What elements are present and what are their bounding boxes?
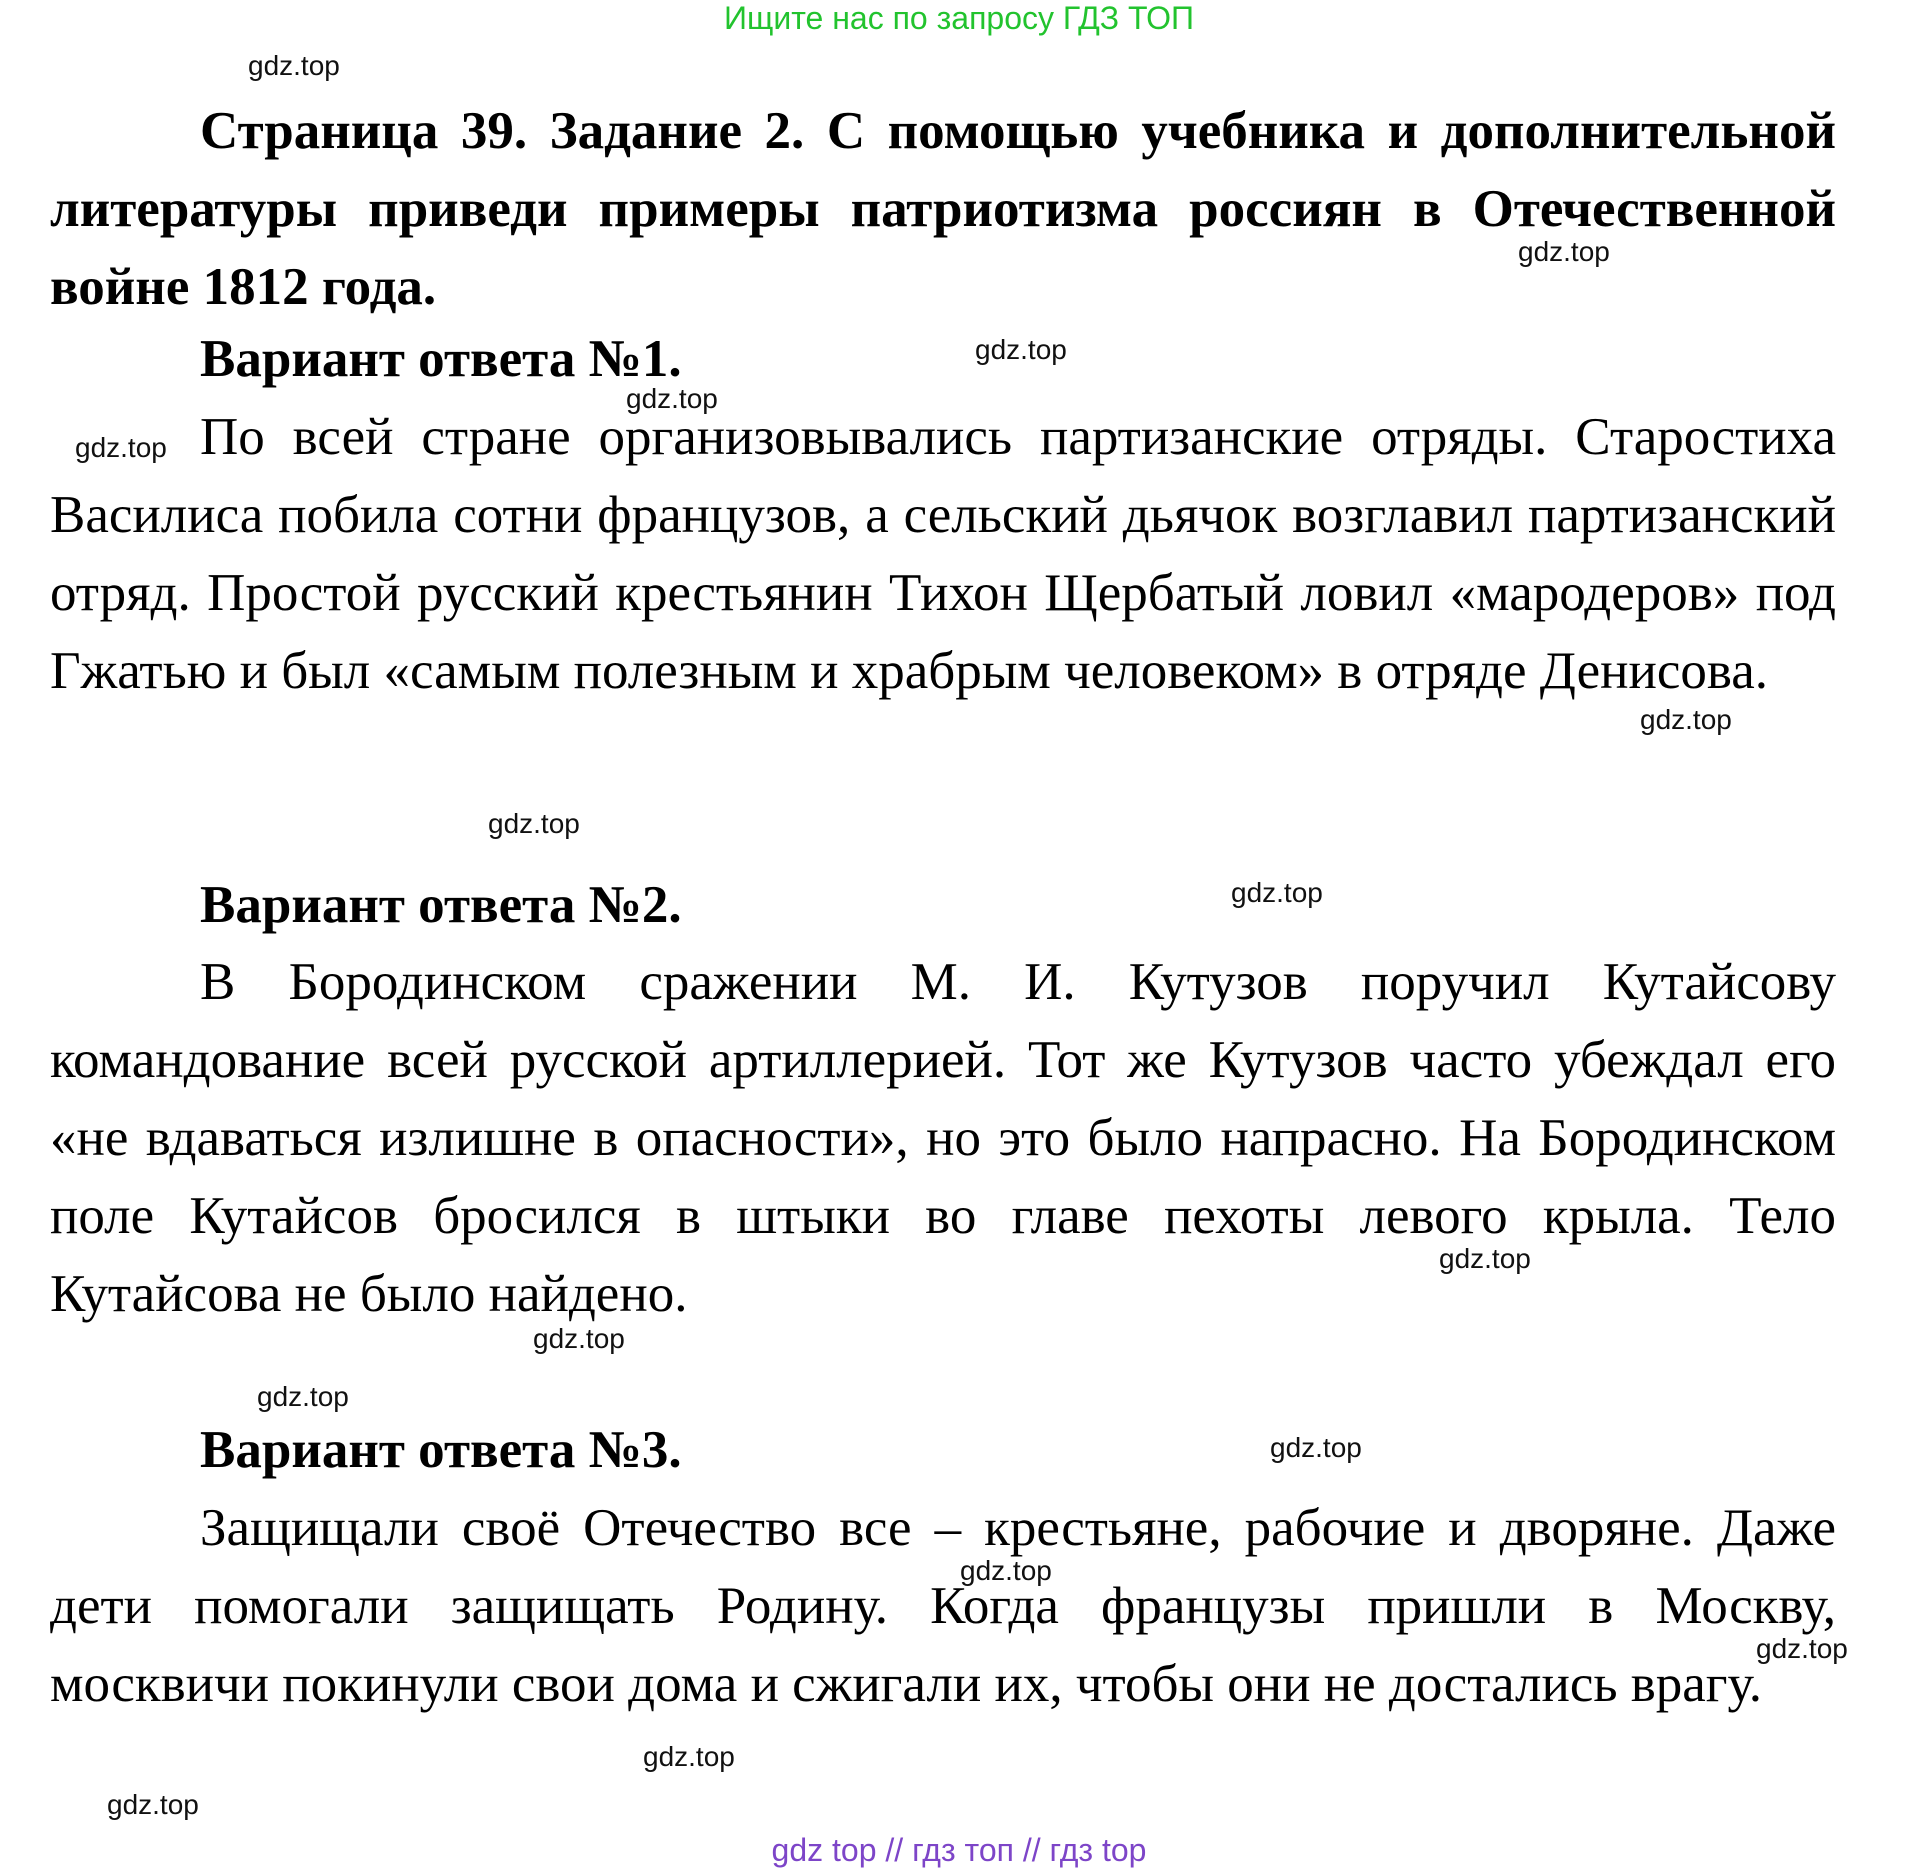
watermark: gdz.top [1270,1432,1362,1463]
watermark: gdz.top [643,1741,735,1772]
watermark: gdz.top [1640,704,1732,735]
variant-2-text: В Бородинском сражении М. И. Кутузов поручил Кутайсову командование всей русской артиллерией. Тот же Кутузов часто убеждал его «не вдаваться излишне в опасности», но это было напрасно. На Бородинском поле Кутайсов бросился в штыки во главе пехоты левого крыла. Тело Кутайсова не было найдено. [50,953,1836,1323]
variant-1-text: По всей стране организовывались партизанские отряды. Старостиха Василиса побила сотни французов, а сельский дьячок возглавил партизанский отряд. Простой русский крестьянин Тихон Щербатый ловил «мародеров» под Гжатью и был «самым полезным и храбрым человеком» в отряде Денисова. [50,408,1836,700]
variant-2-heading: Вариант ответа №2. [200,876,682,934]
watermark: gdz.top [107,1789,199,1820]
watermark: gdz.top [626,383,718,414]
watermark: gdz.top [1756,1633,1848,1664]
variant-1-heading: Вариант ответа №1. [200,330,682,388]
footer-links: gdz top // гдз топ // гдз top [771,1832,1147,1868]
watermark: gdz.top [533,1323,625,1354]
variant-3-heading: Вариант ответа №3. [200,1421,682,1479]
watermark: gdz.top [975,334,1067,365]
watermark: gdz.top [960,1555,1052,1586]
watermark: gdz.top [1439,1243,1531,1274]
watermark: gdz.top [248,50,340,81]
task-statement: Страница 39. Задание 2. С помощью учебника и дополнительной литературы приведи примеры патриотизма россиян в Отечественной войне 1812 года. [50,102,1836,316]
top-banner: Ищите нас по запросу ГДЗ ТОП [724,0,1194,36]
watermark: gdz.top [1231,877,1323,908]
watermark: gdz.top [488,808,580,839]
watermark: gdz.top [75,432,167,463]
watermark: gdz.top [1518,236,1610,267]
watermark: gdz.top [257,1381,349,1412]
variant-3-text: Защищали своё Отечество все – крестьяне, рабочие и дворяне. Даже дети помогали защищать Родину. Когда французы пришли в Москву, москвичи покинули свои дома и сжигали их, чтобы они не достались врагу. [50,1499,1836,1713]
